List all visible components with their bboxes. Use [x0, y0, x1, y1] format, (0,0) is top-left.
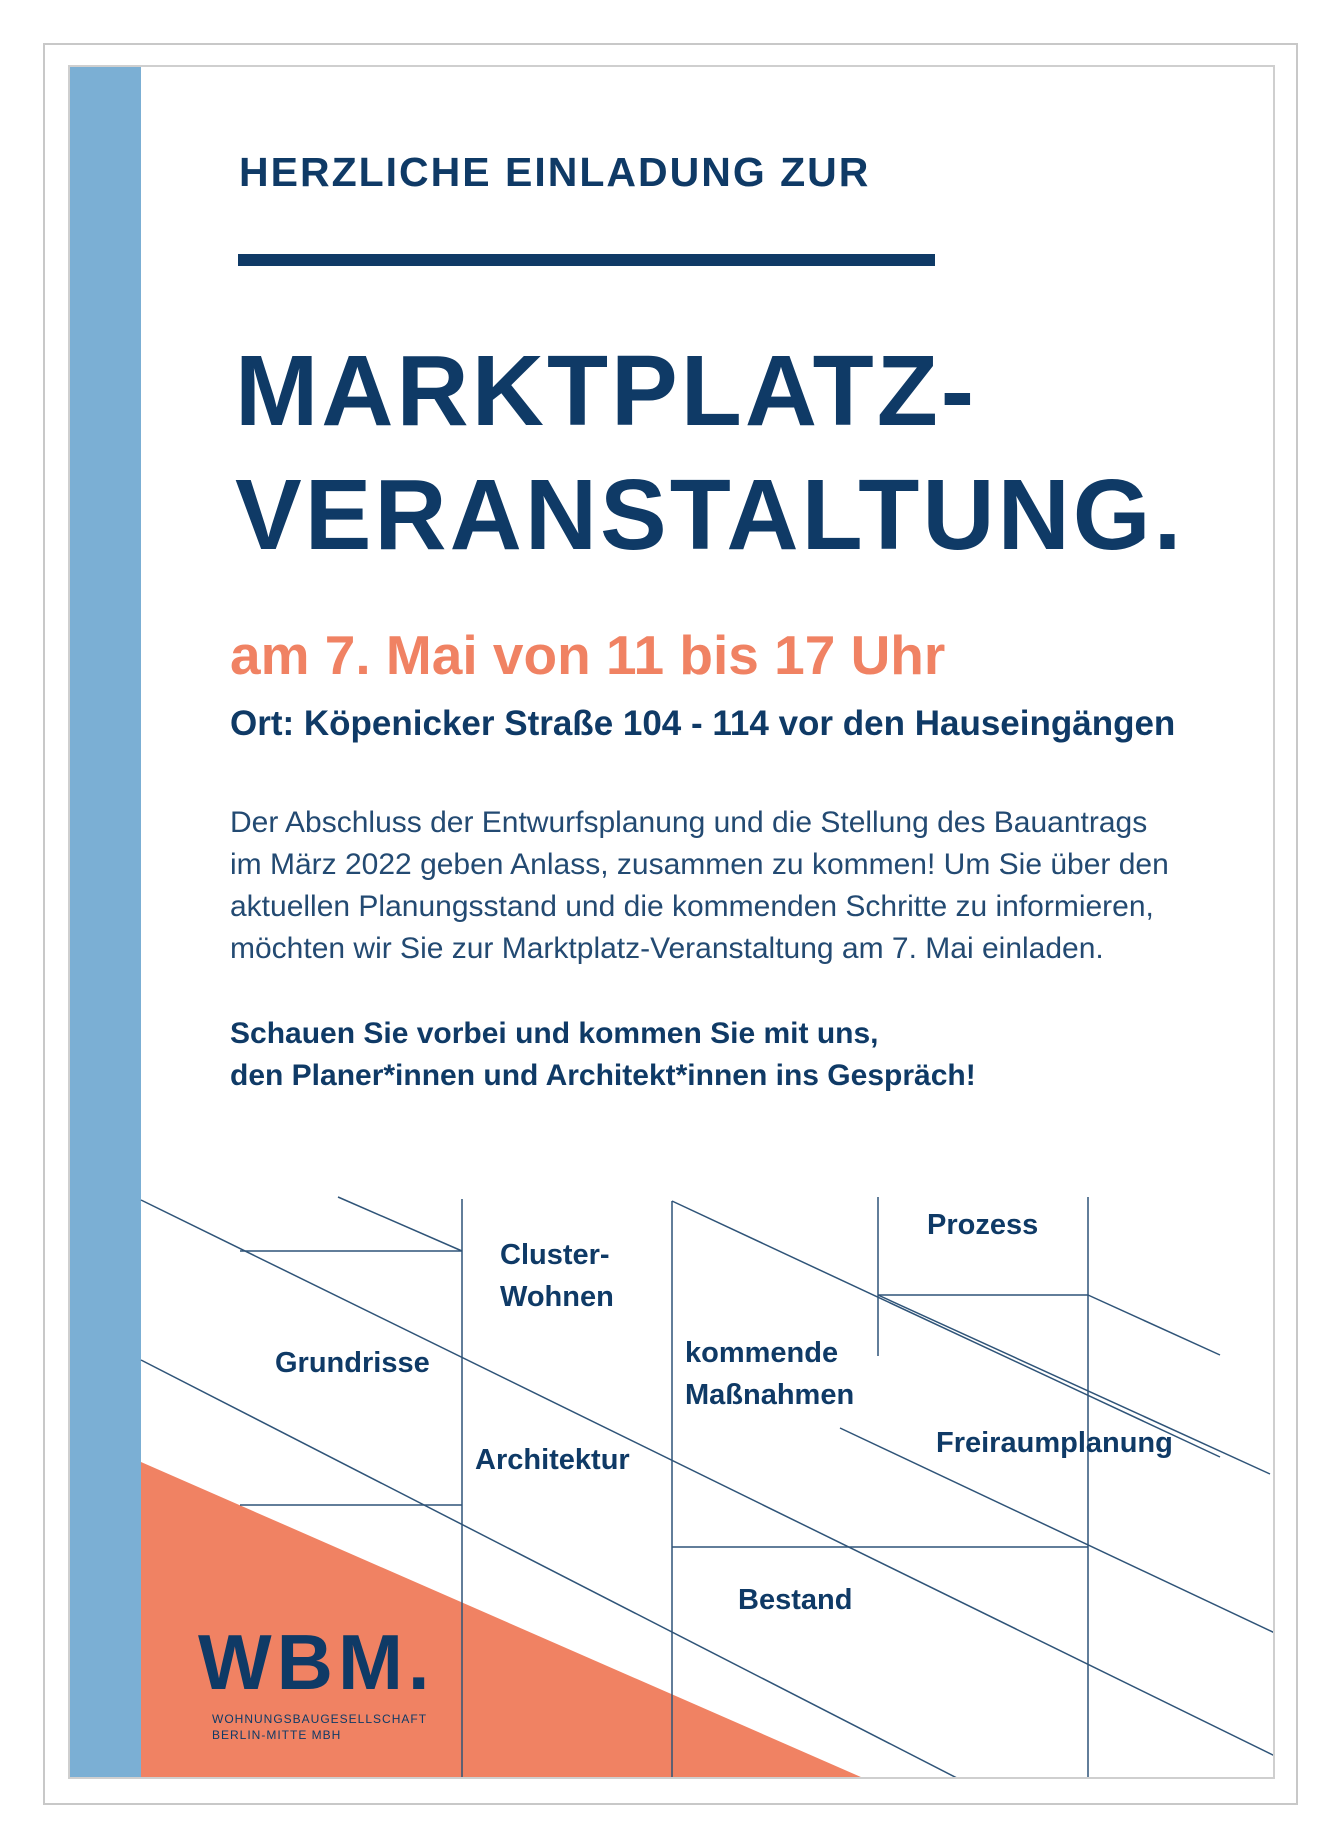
logo-subtitle-line-2: BERLIN-MITTE MBH: [212, 1728, 342, 1742]
topic-freiraumplanung: Freiraumplanung: [936, 1427, 1173, 1459]
event-location: Ort: Köpenicker Straße 104 - 114 vor den Hauseingängen: [230, 704, 1176, 743]
cta-line: Schauen Sie vorbei und kommen Sie mit uns,: [230, 1017, 879, 1050]
topic-prozess: Prozess: [927, 1209, 1039, 1241]
poster: [68, 65, 1275, 1779]
topic-cluster-line-1: Cluster-: [500, 1239, 610, 1271]
title-line-2: VERANSTALTUNG.: [235, 459, 1185, 571]
body-line: aktuellen Planungsstand und die kommenden Schritte zu informieren,: [230, 890, 1154, 923]
wbm-logo-subtitle: [212, 1711, 427, 1743]
body-line: möchten wir Sie zur Marktplatz-Veranstaltung am 7. Mai einladen.: [230, 932, 1104, 965]
wbm-logo: WBM.: [198, 1618, 435, 1706]
topic-cluster-line-2: Wohnen: [500, 1281, 614, 1313]
topic-bestand: Bestand: [738, 1584, 853, 1616]
body-line: im März 2022 geben Anlass, zusammen zu kommen! Um Sie über den: [230, 848, 1169, 881]
topic-architektur: Architektur: [475, 1444, 630, 1476]
topic-kommende-massnahmen: [685, 1332, 854, 1416]
topic-kommende-line-2: Maßnahmen: [685, 1379, 855, 1411]
decorative-grid: [70, 67, 1275, 1779]
logo-subtitle-line-1: WOHNUNGSBAUGESELLSCHAFT: [212, 1712, 428, 1726]
topic-cluster-wohnen: [500, 1234, 614, 1318]
event-date: am 7. Mai von 11 bis 17 Uhr: [230, 624, 946, 686]
topic-kommende-line-1: kommende: [685, 1337, 839, 1369]
body-line: Der Abschluss der Entwurfsplanung und die Stellung des Bauantrags: [230, 806, 1148, 839]
title-line-1: MARKTPLATZ-: [235, 335, 978, 447]
topic-grundrisse: Grundrisse: [275, 1347, 430, 1379]
pre-title: HERZLICHE EINLADUNG ZUR: [239, 149, 871, 195]
cta-line: den Planer*innen und Architekt*innen ins Gespräch!: [230, 1059, 976, 1092]
